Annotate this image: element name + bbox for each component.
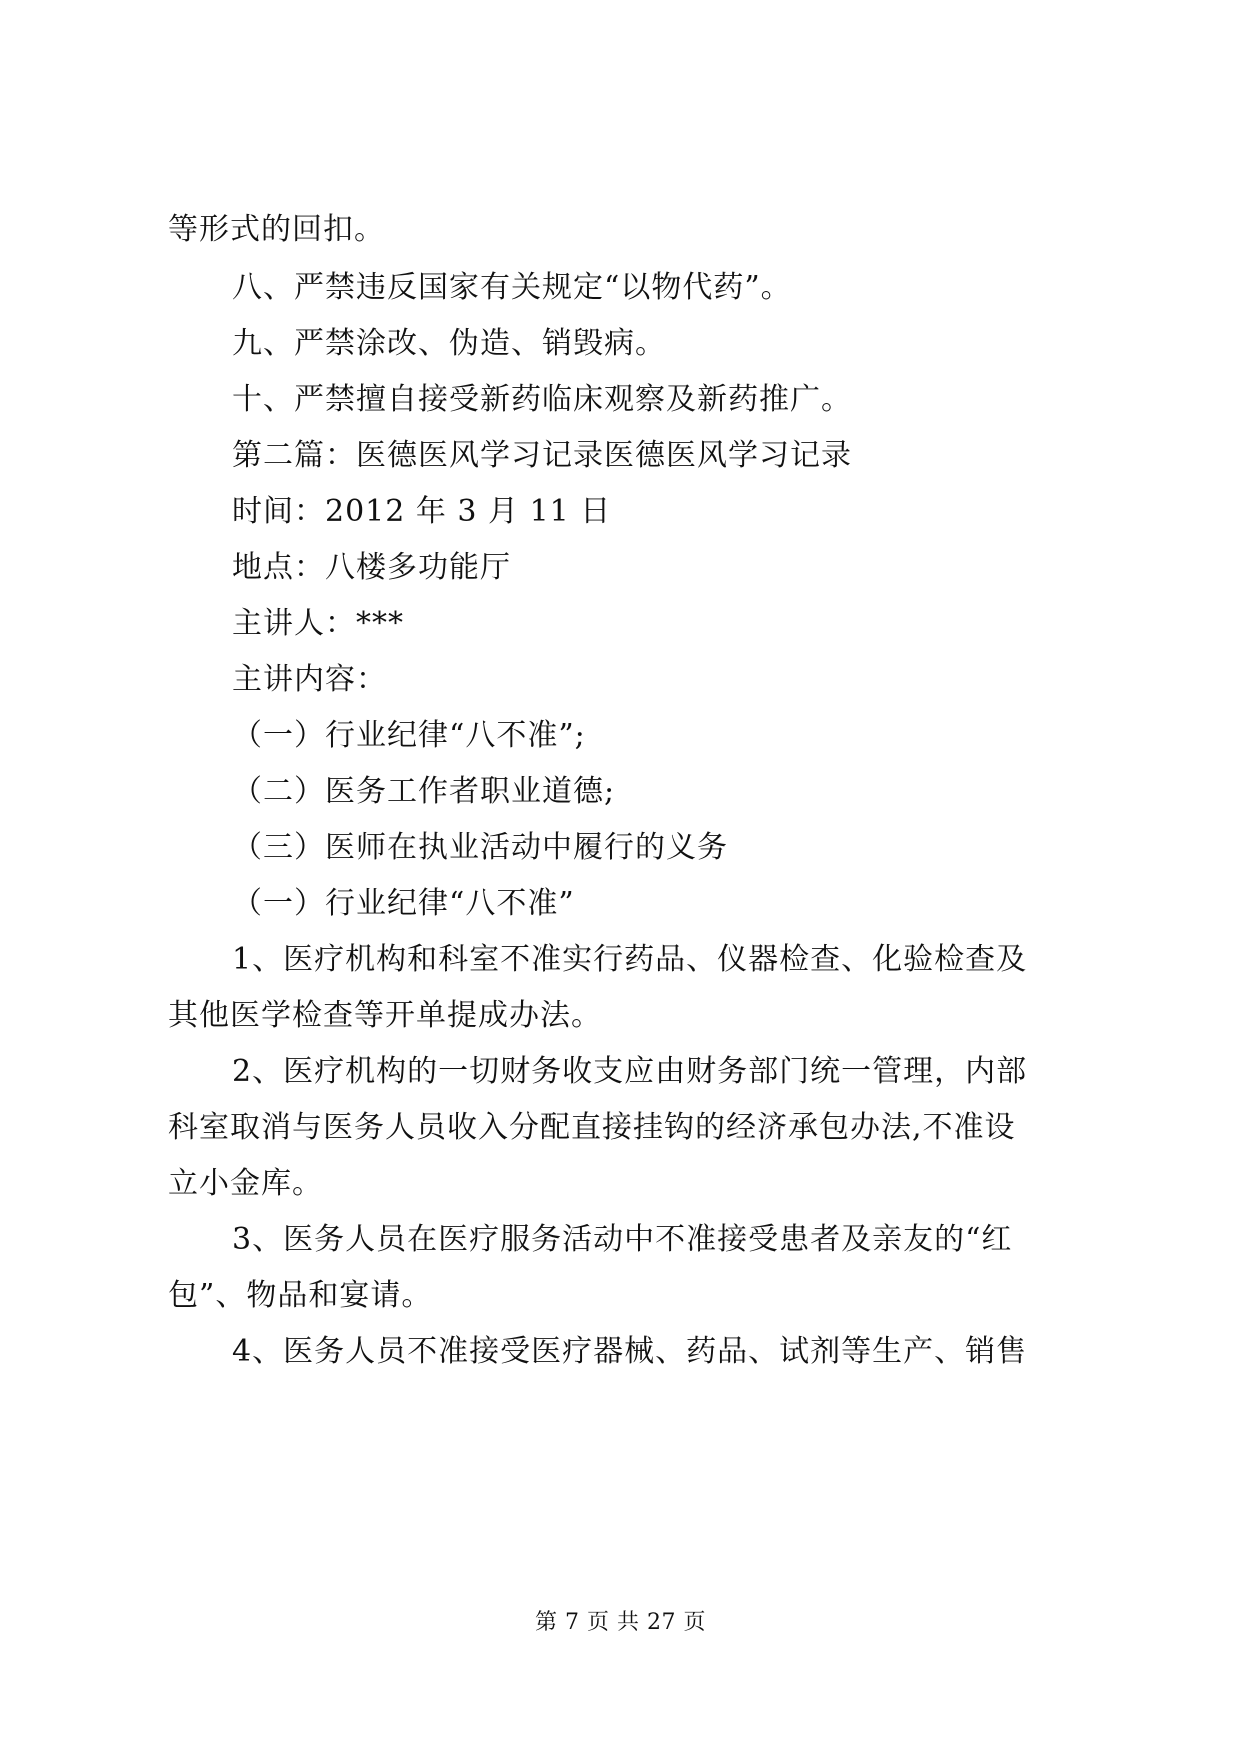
text-line: 4、医务人员不准接受医疗器械、药品、试剂等生产、销售 bbox=[232, 1334, 1028, 1369]
text-line: 其他医学检查等开单提成办法。 bbox=[168, 998, 602, 1033]
text-line: 2、医疗机构的一切财务收支应由财务部门统一管理，内部 bbox=[232, 1054, 1028, 1089]
text-line: 九、严禁涂改、伪造、销毁病。 bbox=[232, 326, 666, 361]
outline-item: （三）医师在执业活动中履行的义务 bbox=[232, 830, 728, 865]
record-speaker: 主讲人：*** bbox=[232, 606, 404, 641]
subsection-heading: （一）行业纪律“八不准” bbox=[232, 886, 575, 921]
text-line: 等形式的回扣。 bbox=[168, 212, 385, 247]
record-content-label: 主讲内容： bbox=[232, 662, 387, 697]
text-line: 十、严禁擅自接受新药临床观察及新药推广。 bbox=[232, 382, 852, 417]
text-line: 3、医务人员在医疗服务活动中不准接受患者及亲友的“红 bbox=[232, 1222, 1013, 1257]
text-line: 立小金库。 bbox=[168, 1166, 323, 1201]
text-line: 1、医疗机构和科室不准实行药品、仪器检查、化验检查及 bbox=[232, 942, 1028, 977]
section-heading: 第二篇：医德医风学习记录医德医风学习记录 bbox=[232, 438, 852, 473]
page-number-footer: 第 7 页 共 27 页 bbox=[535, 1610, 706, 1635]
outline-item: （二）医务工作者职业道德; bbox=[232, 774, 616, 809]
text-line: 八、严禁违反国家有关规定“以物代药”。 bbox=[232, 270, 792, 305]
record-location: 地点：八楼多功能厅 bbox=[232, 550, 511, 585]
outline-item: （一）行业纪律“八不准”; bbox=[232, 718, 586, 753]
text-line: 科室取消与医务人员收入分配直接挂钩的经济承包办法,不准设 bbox=[168, 1110, 1016, 1145]
text-line: 包”、物品和宴请。 bbox=[168, 1278, 433, 1313]
record-time: 时间：2012 年 3 月 11 日 bbox=[232, 494, 612, 529]
